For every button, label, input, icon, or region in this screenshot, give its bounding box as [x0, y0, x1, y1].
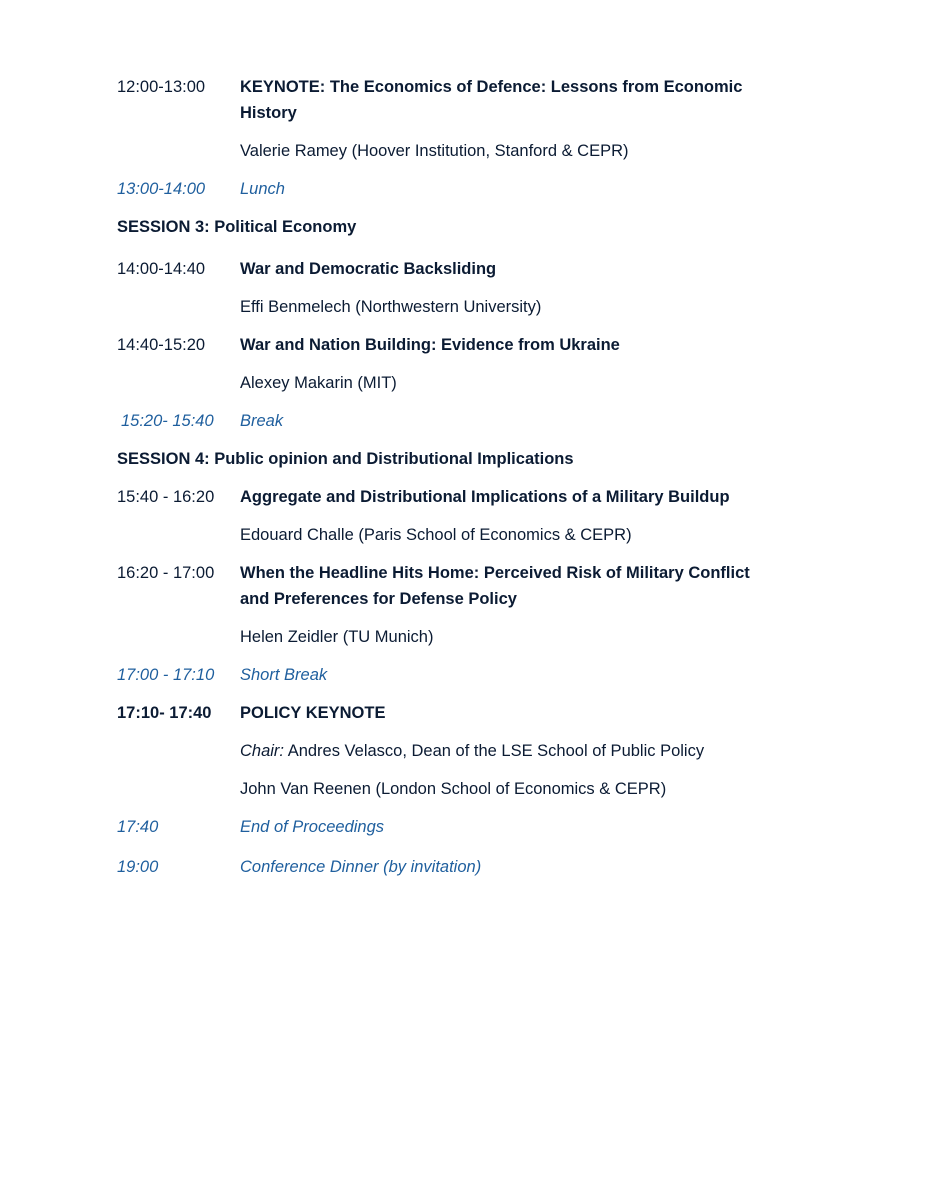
time-talk-2: 14:40-15:20: [117, 336, 206, 354]
time-dinner: 19:00: [117, 858, 159, 876]
time-policy-keynote: 17:10- 17:40: [117, 704, 212, 722]
label-dinner: Conference Dinner (by invitation): [240, 858, 482, 876]
speaker-4: Helen Zeidler (TU Munich): [240, 628, 434, 646]
talk-title-keynote-line1: KEYNOTE: The Economics of Defence: Lessons from Economic: [240, 78, 743, 96]
label-end: End of Proceedings: [240, 818, 385, 836]
policy-keynote-title: POLICY KEYNOTE: [240, 704, 386, 722]
talk-title-keynote-line2: History: [240, 104, 297, 122]
speaker-keynote: Valerie Ramey (Hoover Institution, Stanford & CEPR): [240, 142, 629, 160]
time-talk-1: 14:00-14:40: [117, 260, 206, 278]
speaker-1: Effi Benmelech (Northwestern University): [240, 298, 542, 316]
label-lunch: Lunch: [240, 180, 285, 198]
talk-title-1: War and Democratic Backsliding: [240, 260, 497, 278]
speaker-policy-keynote: John Van Reenen (London School of Economics & CEPR): [240, 780, 667, 798]
chair-line: [240, 741, 704, 761]
label-break: Break: [240, 412, 284, 430]
time-end: 17:40: [117, 818, 159, 836]
session-4-heading: SESSION 4: Public opinion and Distributional Implications: [117, 450, 574, 468]
session-3-heading: SESSION 3: Political Economy: [117, 218, 357, 236]
talk-title-3: Aggregate and Distributional Implications of a Military Buildup: [240, 488, 730, 506]
time-lunch: 13:00-14:00: [117, 180, 206, 198]
talk-title-2: War and Nation Building: Evidence from Ukraine: [240, 336, 620, 354]
chair-name: Andres Velasco, Dean of the LSE School of Public Policy: [284, 742, 705, 760]
time-break: 15:20- 15:40: [121, 412, 214, 430]
time-talk-4: 16:20 - 17:00: [117, 564, 215, 582]
time-talk-3: 15:40 - 16:20: [117, 488, 215, 506]
chair-label: Chair:: [240, 742, 285, 760]
time-short-break: 17:00 - 17:10: [117, 666, 215, 684]
label-short-break: Short Break: [240, 666, 328, 684]
speaker-3: Edouard Challe (Paris School of Economics & CEPR): [240, 526, 632, 544]
speaker-2: Alexey Makarin (MIT): [240, 374, 397, 392]
talk-title-4-line1: When the Headline Hits Home: Perceived Risk of Military Conflict: [240, 564, 750, 582]
time-keynote: 12:00-13:00: [117, 78, 206, 96]
talk-title-4-line2: and Preferences for Defense Policy: [240, 590, 517, 608]
